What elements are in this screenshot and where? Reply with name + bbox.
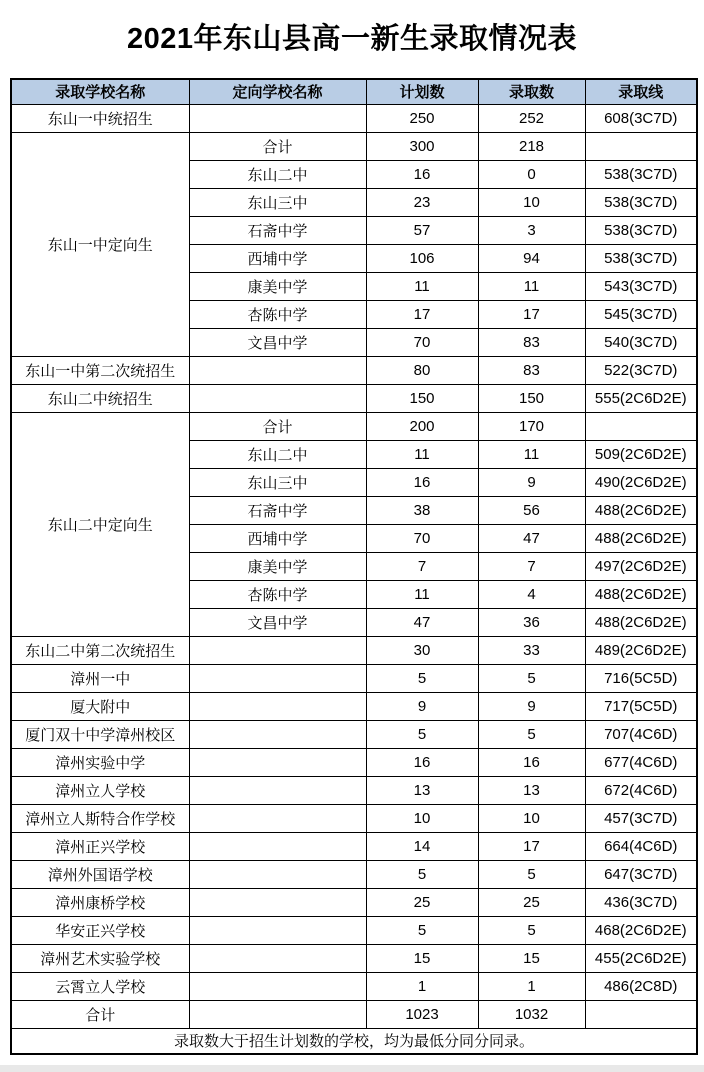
target-school-cell [189, 692, 366, 720]
plan-cell: 7 [366, 552, 478, 580]
plan-cell: 200 [366, 412, 478, 440]
admitted-cell: 218 [478, 132, 585, 160]
admitted-cell: 94 [478, 244, 585, 272]
line-cell: 647(3C7D) [585, 860, 697, 888]
school-cell: 厦大附中 [11, 692, 189, 720]
target-school-cell: 康美中学 [189, 552, 366, 580]
line-cell: 543(3C7D) [585, 272, 697, 300]
school-cell: 漳州一中 [11, 664, 189, 692]
line-cell: 716(5C5D) [585, 664, 697, 692]
plan-cell: 1023 [366, 1000, 478, 1028]
target-school-cell [189, 356, 366, 384]
plan-cell: 13 [366, 776, 478, 804]
target-school-cell: 康美中学 [189, 272, 366, 300]
target-school-cell [189, 1000, 366, 1028]
line-cell: 488(2C6D2E) [585, 496, 697, 524]
target-school-cell [189, 944, 366, 972]
school-cell: 厦门双十中学漳州校区 [11, 720, 189, 748]
line-cell: 672(4C6D) [585, 776, 697, 804]
plan-cell: 70 [366, 328, 478, 356]
school-cell: 漳州外国语学校 [11, 860, 189, 888]
line-cell: 538(3C7D) [585, 188, 697, 216]
table-row [11, 384, 697, 412]
plan-cell: 30 [366, 636, 478, 664]
column-header-0: 录取学校名称 [11, 79, 189, 104]
target-school-cell: 东山二中 [189, 440, 366, 468]
table-row [11, 916, 697, 944]
table-row [11, 692, 697, 720]
target-school-cell [189, 664, 366, 692]
school-cell: 漳州康桥学校 [11, 888, 189, 916]
target-school-cell [189, 636, 366, 664]
line-cell: 538(3C7D) [585, 216, 697, 244]
plan-cell: 17 [366, 300, 478, 328]
target-school-cell: 文昌中学 [189, 328, 366, 356]
plan-cell: 11 [366, 580, 478, 608]
school-cell: 东山二中统招生 [11, 384, 189, 412]
table-body [11, 104, 697, 1028]
table-row [11, 832, 697, 860]
admitted-cell: 15 [478, 944, 585, 972]
school-cell: 漳州立人斯特合作学校 [11, 804, 189, 832]
page-title: 2021年东山县高一新生录取情况表 [126, 23, 577, 55]
admitted-cell: 10 [478, 804, 585, 832]
target-school-cell: 东山二中 [189, 160, 366, 188]
line-cell [585, 412, 697, 440]
admitted-cell: 83 [478, 328, 585, 356]
school-cell: 东山二中第二次统招生 [11, 636, 189, 664]
admitted-cell: 11 [478, 272, 585, 300]
table-header [11, 79, 697, 104]
admitted-cell: 3 [478, 216, 585, 244]
table-row [11, 972, 697, 1000]
school-cell: 云霄立人学校 [11, 972, 189, 1000]
admitted-cell: 33 [478, 636, 585, 664]
line-cell: 707(4C6D) [585, 720, 697, 748]
target-school-cell [189, 888, 366, 916]
plan-cell: 300 [366, 132, 478, 160]
table-row [11, 776, 697, 804]
header-row [11, 79, 697, 104]
plan-cell: 57 [366, 216, 478, 244]
footnote-cell: 录取数大于招生计划数的学校，均为最低分同分同录。 [11, 1028, 697, 1054]
target-school-cell: 石斋中学 [189, 496, 366, 524]
line-cell [585, 1000, 697, 1028]
admitted-cell: 9 [478, 692, 585, 720]
admitted-cell: 5 [478, 720, 585, 748]
target-school-cell [189, 748, 366, 776]
line-cell: 486(2C8D) [585, 972, 697, 1000]
plan-cell: 16 [366, 160, 478, 188]
admitted-cell: 4 [478, 580, 585, 608]
target-school-cell [189, 384, 366, 412]
table-row [11, 944, 697, 972]
admitted-cell: 47 [478, 524, 585, 552]
plan-cell: 5 [366, 916, 478, 944]
line-cell: 522(3C7D) [585, 356, 697, 384]
footnote-row [11, 1028, 697, 1054]
school-cell: 漳州艺术实验学校 [11, 944, 189, 972]
line-cell: 488(2C6D2E) [585, 608, 697, 636]
line-cell: 509(2C6D2E) [585, 440, 697, 468]
target-school-cell [189, 720, 366, 748]
school-cell: 合计 [11, 1000, 189, 1028]
line-cell: 677(4C6D) [585, 748, 697, 776]
admitted-cell: 170 [478, 412, 585, 440]
school-cell: 漳州立人学校 [11, 776, 189, 804]
line-cell: 436(3C7D) [585, 888, 697, 916]
line-cell: 664(4C6D) [585, 832, 697, 860]
column-header-1: 定向学校名称 [189, 79, 366, 104]
school-cell: 东山一中统招生 [11, 104, 189, 132]
line-cell: 555(2C6D2E) [585, 384, 697, 412]
line-cell: 717(5C5D) [585, 692, 697, 720]
target-school-cell: 杏陈中学 [189, 300, 366, 328]
plan-cell: 16 [366, 468, 478, 496]
admitted-cell: 1032 [478, 1000, 585, 1028]
table-row [11, 356, 697, 384]
plan-cell: 5 [366, 720, 478, 748]
admitted-cell: 83 [478, 356, 585, 384]
admitted-cell: 25 [478, 888, 585, 916]
admitted-cell: 5 [478, 664, 585, 692]
line-cell: 457(3C7D) [585, 804, 697, 832]
admitted-cell: 10 [478, 188, 585, 216]
line-cell: 538(3C7D) [585, 160, 697, 188]
plan-cell: 16 [366, 748, 478, 776]
target-school-cell: 西埔中学 [189, 244, 366, 272]
admitted-cell: 0 [478, 160, 585, 188]
target-school-cell: 西埔中学 [189, 524, 366, 552]
table-row [11, 664, 697, 692]
plan-cell: 5 [366, 664, 478, 692]
admissions-table [10, 78, 698, 1055]
plan-cell: 1 [366, 972, 478, 1000]
target-school-cell [189, 860, 366, 888]
table-row [11, 1000, 697, 1028]
table-footer [11, 1028, 697, 1054]
target-school-cell: 杏陈中学 [189, 580, 366, 608]
table-row [11, 804, 697, 832]
plan-cell: 250 [366, 104, 478, 132]
admitted-cell: 7 [478, 552, 585, 580]
line-cell: 468(2C6D2E) [585, 916, 697, 944]
line-cell: 608(3C7D) [585, 104, 697, 132]
line-cell: 540(3C7D) [585, 328, 697, 356]
target-school-cell: 文昌中学 [189, 608, 366, 636]
plan-cell: 106 [366, 244, 478, 272]
school-cell: 东山二中定向生 [11, 412, 189, 636]
admitted-cell: 13 [478, 776, 585, 804]
plan-cell: 14 [366, 832, 478, 860]
school-cell: 华安正兴学校 [11, 916, 189, 944]
school-cell: 漳州正兴学校 [11, 832, 189, 860]
target-school-cell: 合计 [189, 132, 366, 160]
table-row [11, 720, 697, 748]
table-row [11, 412, 697, 440]
table-row [11, 888, 697, 916]
table-row [11, 104, 697, 132]
plan-cell: 11 [366, 440, 478, 468]
target-school-cell [189, 972, 366, 1000]
target-school-cell: 石斋中学 [189, 216, 366, 244]
admitted-cell: 5 [478, 860, 585, 888]
line-cell: 497(2C6D2E) [585, 552, 697, 580]
school-cell: 东山一中定向生 [11, 132, 189, 356]
line-cell: 489(2C6D2E) [585, 636, 697, 664]
plan-cell: 9 [366, 692, 478, 720]
admitted-cell: 11 [478, 440, 585, 468]
admitted-cell: 1 [478, 972, 585, 1000]
target-school-cell: 东山三中 [189, 188, 366, 216]
plan-cell: 47 [366, 608, 478, 636]
target-school-cell [189, 104, 366, 132]
target-school-cell [189, 776, 366, 804]
school-cell: 东山一中第二次统招生 [11, 356, 189, 384]
target-school-cell [189, 832, 366, 860]
target-school-cell: 合计 [189, 412, 366, 440]
line-cell: 538(3C7D) [585, 244, 697, 272]
plan-cell: 11 [366, 272, 478, 300]
admitted-cell: 252 [478, 104, 585, 132]
target-school-cell [189, 804, 366, 832]
admitted-cell: 36 [478, 608, 585, 636]
plan-cell: 15 [366, 944, 478, 972]
plan-cell: 5 [366, 860, 478, 888]
admitted-cell: 5 [478, 916, 585, 944]
school-cell: 漳州实验中学 [11, 748, 189, 776]
target-school-cell: 东山三中 [189, 468, 366, 496]
table-row [11, 636, 697, 664]
plan-cell: 80 [366, 356, 478, 384]
table-row [11, 860, 697, 888]
admitted-cell: 17 [478, 832, 585, 860]
column-header-2: 计划数 [366, 79, 478, 104]
admitted-cell: 17 [478, 300, 585, 328]
line-cell: 488(2C6D2E) [585, 580, 697, 608]
column-header-3: 录取数 [478, 79, 585, 104]
plan-cell: 23 [366, 188, 478, 216]
plan-cell: 150 [366, 384, 478, 412]
table-row [11, 132, 697, 160]
plan-cell: 38 [366, 496, 478, 524]
admitted-cell: 9 [478, 468, 585, 496]
column-header-4: 录取线 [585, 79, 697, 104]
plan-cell: 70 [366, 524, 478, 552]
line-cell [585, 132, 697, 160]
line-cell: 490(2C6D2E) [585, 468, 697, 496]
admitted-cell: 16 [478, 748, 585, 776]
line-cell: 488(2C6D2E) [585, 524, 697, 552]
admitted-cell: 56 [478, 496, 585, 524]
line-cell: 545(3C7D) [585, 300, 697, 328]
plan-cell: 25 [366, 888, 478, 916]
table-row [11, 748, 697, 776]
page-edge-shadow [0, 1065, 704, 1072]
admitted-cell: 150 [478, 384, 585, 412]
plan-cell: 10 [366, 804, 478, 832]
line-cell: 455(2C6D2E) [585, 944, 697, 972]
target-school-cell [189, 916, 366, 944]
